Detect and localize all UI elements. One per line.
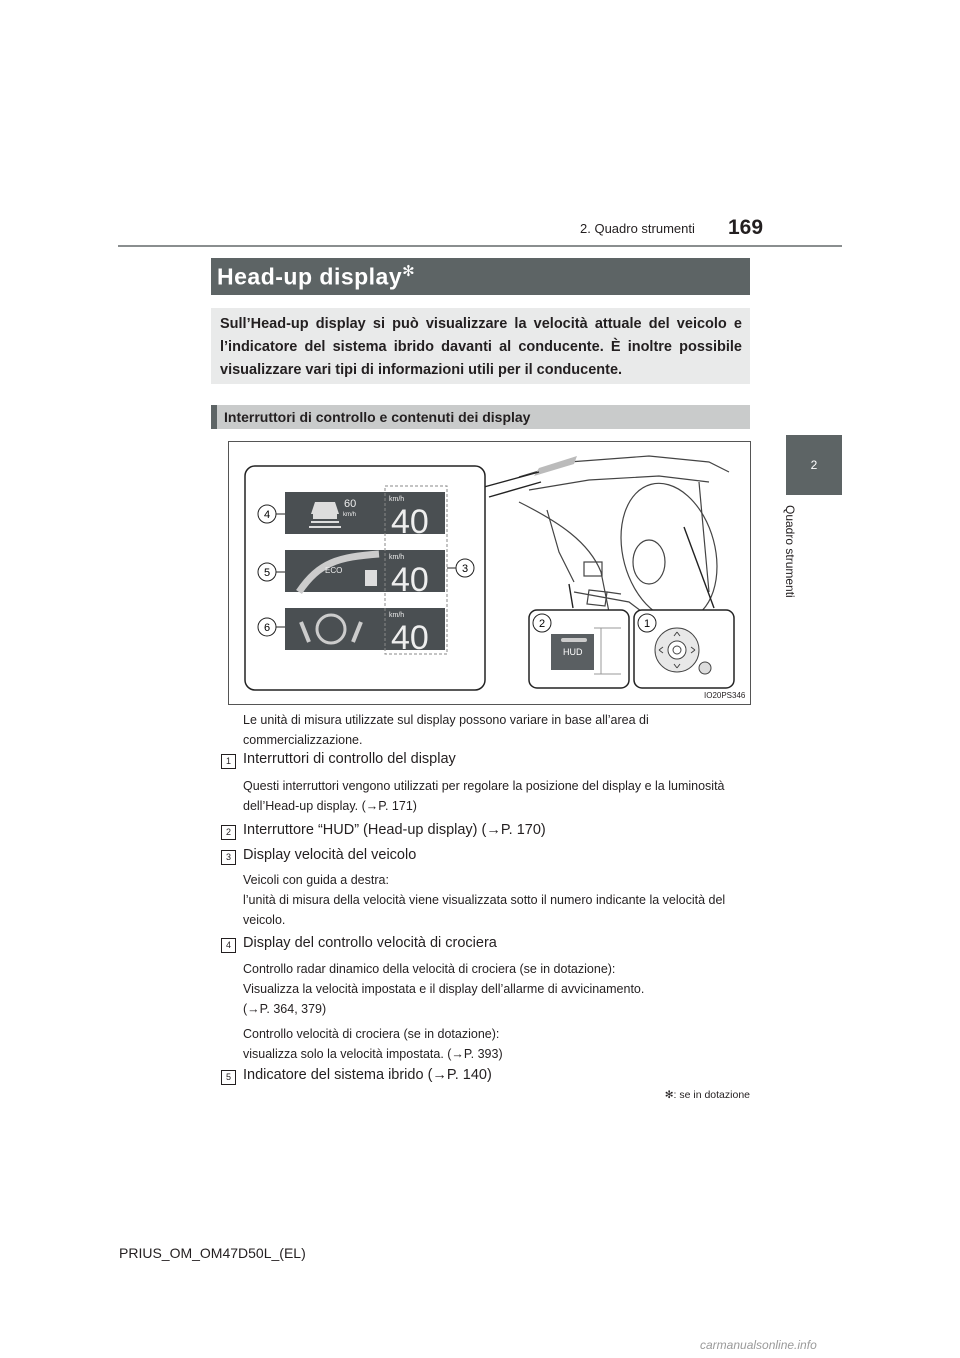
svg-text:2: 2 [538, 618, 546, 630]
item-text-3b: l’unità di misura della velocità viene visualizzata sotto il numero indicante la velocità del veicolo. [243, 893, 726, 927]
header-rule [118, 245, 842, 247]
set-speed-unit: km/h [343, 512, 357, 518]
item-text-4a: Controllo radar dinamico della velocità di crociera (se in dotazione): [243, 962, 616, 976]
figure-code: IO20PS346 [704, 691, 746, 700]
battery-icon [365, 570, 377, 586]
item-heading-4: Display del controllo velocità di crociera [243, 935, 497, 951]
chapter-tab-label [784, 505, 802, 625]
svg-text:3: 3 [461, 563, 469, 575]
item-number-2: 2 [221, 825, 236, 840]
units-note: Le unità di misura utilizzate sul display possono variare in base all’area di commercializzazione. [243, 713, 649, 747]
subsection-title: Interruttori di controllo e contenuti dei display [224, 409, 531, 425]
chapter-tab-label-text: Quadro strumenti [783, 505, 797, 598]
item-text-4c: (→P. 364, 379) [243, 1002, 327, 1016]
svg-text:4: 4 [263, 509, 271, 521]
svg-text:5: 5 [263, 567, 271, 579]
subsection-marker [211, 405, 217, 429]
callout-2 [533, 614, 551, 632]
item-text-4b: Visualizza la velocità impostata e il display dell’allarme di avvicinamento. [243, 982, 645, 996]
item-heading-1: Interruttori di controllo del display [243, 751, 456, 767]
item-text-4e: visualizza solo la velocità impostata. (→P. 393) [243, 1047, 503, 1061]
hud-projection-area [534, 456, 577, 476]
item-text-3a: Veicoli con guida a destra: [243, 873, 389, 887]
optional-equipment-marker: ✻ [402, 263, 416, 280]
footnote [612, 1089, 750, 1101]
dashboard-drawing [519, 456, 732, 632]
item-number-3: 3 [221, 850, 236, 865]
footnote-marker: ✻ [664, 1089, 674, 1101]
item-heading-2: Interruttore “HUD” (Head-up display) (→P. 170) [243, 822, 546, 838]
speed-value-1: 40 [391, 503, 429, 541]
speed-unit-3: km/h [389, 612, 405, 619]
intro-text: Sull’Head-up display si può visualizzare la velocità attuale del veicolo e l’indicatore del sistema ibrido davanti al conducente. È inoltre possibile visualizzare vari tipi di informazioni utili per il conducente. [220, 316, 742, 378]
watermark[interactable]: carmanualsonline.info [700, 1338, 817, 1352]
callout-1 [638, 614, 656, 632]
item-number-5: 5 [221, 1070, 236, 1085]
chapter-tab-number: 2 [810, 458, 818, 472]
speed-unit-2: km/h [389, 554, 405, 561]
footnote-text: : se in dotazione [673, 1089, 750, 1101]
eco-label: ECO [325, 566, 343, 575]
item-number-4: 4 [221, 938, 236, 953]
hud-illustration [228, 441, 751, 705]
speed-unit-1: km/h [389, 496, 405, 503]
hud-switch-label: HUD [563, 647, 583, 657]
section-title-text: Head-up display [217, 263, 403, 290]
footer-code: PRIUS_OM_OM47D50L_(EL) [119, 1245, 306, 1261]
chapter-header: 2. Quadro strumenti [580, 221, 695, 236]
set-speed: 60 [344, 498, 357, 510]
page-number: 169 [728, 216, 764, 239]
speed-value-3: 40 [391, 619, 429, 657]
item-heading-5: Indicatore del sistema ibrido (→P. 140) [243, 1067, 492, 1083]
speed-value-2: 40 [391, 561, 429, 599]
item-text-4d: Controllo velocità di crociera (se in dotazione): [243, 1027, 500, 1041]
item-number-1: 1 [221, 754, 236, 769]
section-title [217, 262, 415, 291]
item-heading-3: Display velocità del veicolo [243, 847, 417, 863]
svg-text:6: 6 [263, 622, 271, 634]
item-text-1: Questi interruttori vengono utilizzati per regolare la posizione del display e la luminosità dell’Head-up display. (→P. 171) [243, 779, 725, 813]
svg-text:1: 1 [643, 618, 651, 630]
